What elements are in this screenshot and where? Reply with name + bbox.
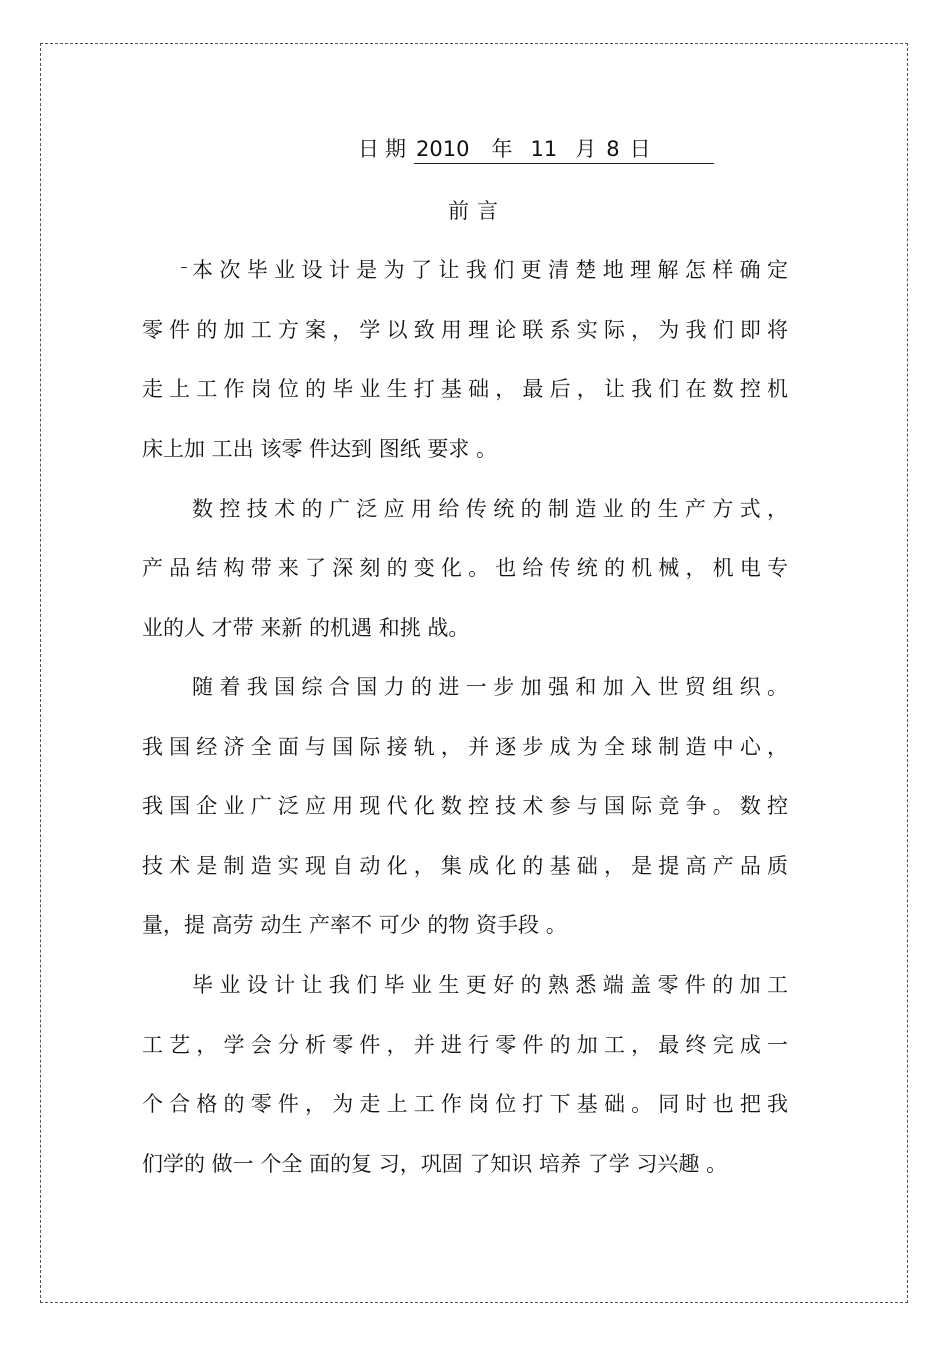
paragraph-line: 技术是制造实现自动化，集成化的基础，是提高产品质 (142, 854, 788, 878)
paragraph-line: 量，提 高劳 动生 产率不 可少 的物 资手段 。 (142, 913, 567, 937)
paragraph-line: 业的人 才带 来新 的机遇 和挑 战。 (142, 616, 470, 640)
date-month: 11 (530, 137, 558, 161)
date-day: 8 (606, 137, 620, 161)
paragraph-line: 走上工作岗位的毕业生打基础，最后，让我们在数控机 (142, 377, 788, 401)
date-day-unit: 日 (629, 137, 651, 161)
paragraph-line: 们学的 做一 个全 面的复 习，巩固 了知识 培养 了学 习兴趣 。 (142, 1152, 728, 1176)
date-year-unit: 年 (491, 137, 513, 161)
paragraph-line: 数控技术的广泛应用给传统的制造业的生产方式， (192, 497, 788, 521)
paragraph-line: 我国企业广泛应用现代化数控技术参与国际竞争。数控 (142, 794, 788, 818)
paragraph-line: 随着我国综合国力的进一步加强和加入世贸组织。 (192, 675, 788, 699)
paragraph-line: 本次毕业设计是为了让我们更清楚地理解怎样确定 (192, 258, 788, 282)
paragraph-line: 毕业设计让我们毕业生更好的熟悉端盖零件的加工 (192, 973, 788, 997)
date-label: 日期 (358, 137, 412, 161)
date-month-unit: 月 (575, 137, 597, 161)
paragraph-line: 零件的加工方案，学以致用理论联系实际，为我们即将 (142, 318, 788, 342)
paragraph-line: 床上加 工出 该零 件达到 图纸 要求 。 (142, 437, 498, 461)
date-underline (414, 163, 714, 164)
date-line (358, 134, 714, 164)
paragraph-line: 工艺，学会分析零件，并进行零件的加工，最终完成一 (142, 1033, 788, 1057)
paragraph-line: 个合格的零件，为走上工作岗位打下基础。同时也把我 (142, 1092, 788, 1116)
paragraph-line: 我国经济全面与国际接轨，并逐步成为全球制造中心， (142, 735, 788, 759)
page-title: 前言 (448, 199, 506, 223)
paragraph-line: 产品结构带来了深刻的变化。也给传统的机械，机电专 (142, 556, 788, 580)
date-year: 2010 (416, 137, 470, 161)
text-mark (181, 267, 187, 268)
